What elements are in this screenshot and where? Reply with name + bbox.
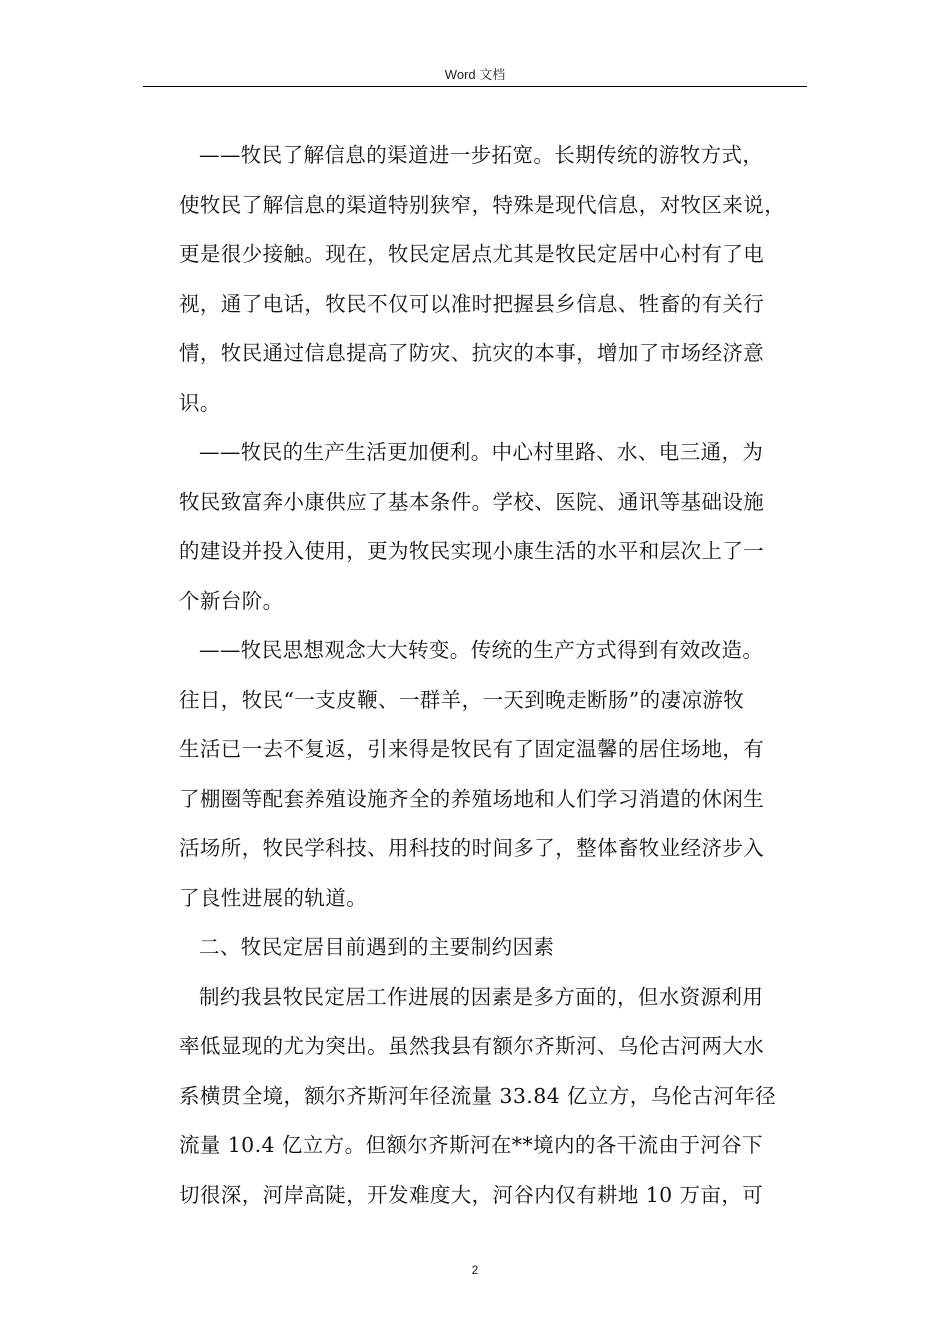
text-line: 的建设并投入使用，更为牧民实现小康生活的水平和层次上了一 [179, 539, 765, 563]
section-heading: 二、牧民定居目前遇到的主要制约因素 [199, 935, 555, 959]
text-line: ——牧民了解信息的渠道进一步拓宽。长期传统的游牧方式， [199, 143, 764, 167]
header-divider [143, 86, 807, 87]
text-line: 牧民致富奔小康供应了基本条件。学校、医院、通讯等基础设施 [179, 489, 765, 514]
text-line: 了棚圈等配套养殖设施齐全的养殖场地和人们学习消遣的休闲生 [179, 786, 765, 811]
text-line: ——牧民思想观念大大转变。传统的生产方式得到有效改造。 [199, 638, 764, 662]
text-line: 制约我县牧民定居工作进展的因素是多方面的，但水资源利用 [199, 984, 764, 1009]
text-line: 生活已一去不复返，引来得是牧民有了固定温馨的居住场地，有 [179, 737, 765, 761]
text-line: 系横贯全境，额尔齐斯河年径流量 33.84 亿立方，乌伦古河年径 [179, 1083, 777, 1108]
text-line: 情，牧民通过信息提高了防灾、抗灾的本事，增加了市场经济意 [179, 341, 765, 365]
text-line: 了良性进展的轨道。 [179, 885, 368, 910]
page-number: 2 [471, 1263, 479, 1277]
document-body [179, 131, 819, 1220]
page-header-title: Word 文档 [444, 67, 506, 82]
text-line: 识。 [179, 390, 221, 415]
text-line: ——牧民的生产生活更加便利。中心村里路、水、电三通，为 [199, 440, 764, 464]
text-line: 往日，牧民“一支皮鞭、一群羊，一天到晚走断肠”的凄凉游牧 [179, 687, 745, 712]
text-line: 视，通了电话，牧民不仅可以准时把握县乡信息、牲畜的有关行 [179, 291, 765, 316]
text-line: 流量 10.4 亿立方。但额尔齐斯河在**境内的各干流由于河谷下 [179, 1133, 763, 1157]
text-line: 更是很少接触。现在，牧民定居点尤其是牧民定居中心村有了电 [179, 242, 765, 266]
text-line: 率低显现的尤为突出。虽然我县有额尔齐斯河、乌伦古河两大水 [179, 1034, 765, 1058]
text-line: 切很深，河岸高陡，开发难度大，河谷内仅有耕地 10 万亩，可 [179, 1182, 764, 1207]
text-line: 个新台阶。 [179, 588, 284, 613]
text-line: 活场所，牧民学科技、用科技的时间多了，整体畜牧业经济步入 [179, 836, 765, 860]
text-line: 使牧民了解信息的渠道特别狭窄，特殊是现代信息，对牧区来说， [179, 192, 786, 217]
